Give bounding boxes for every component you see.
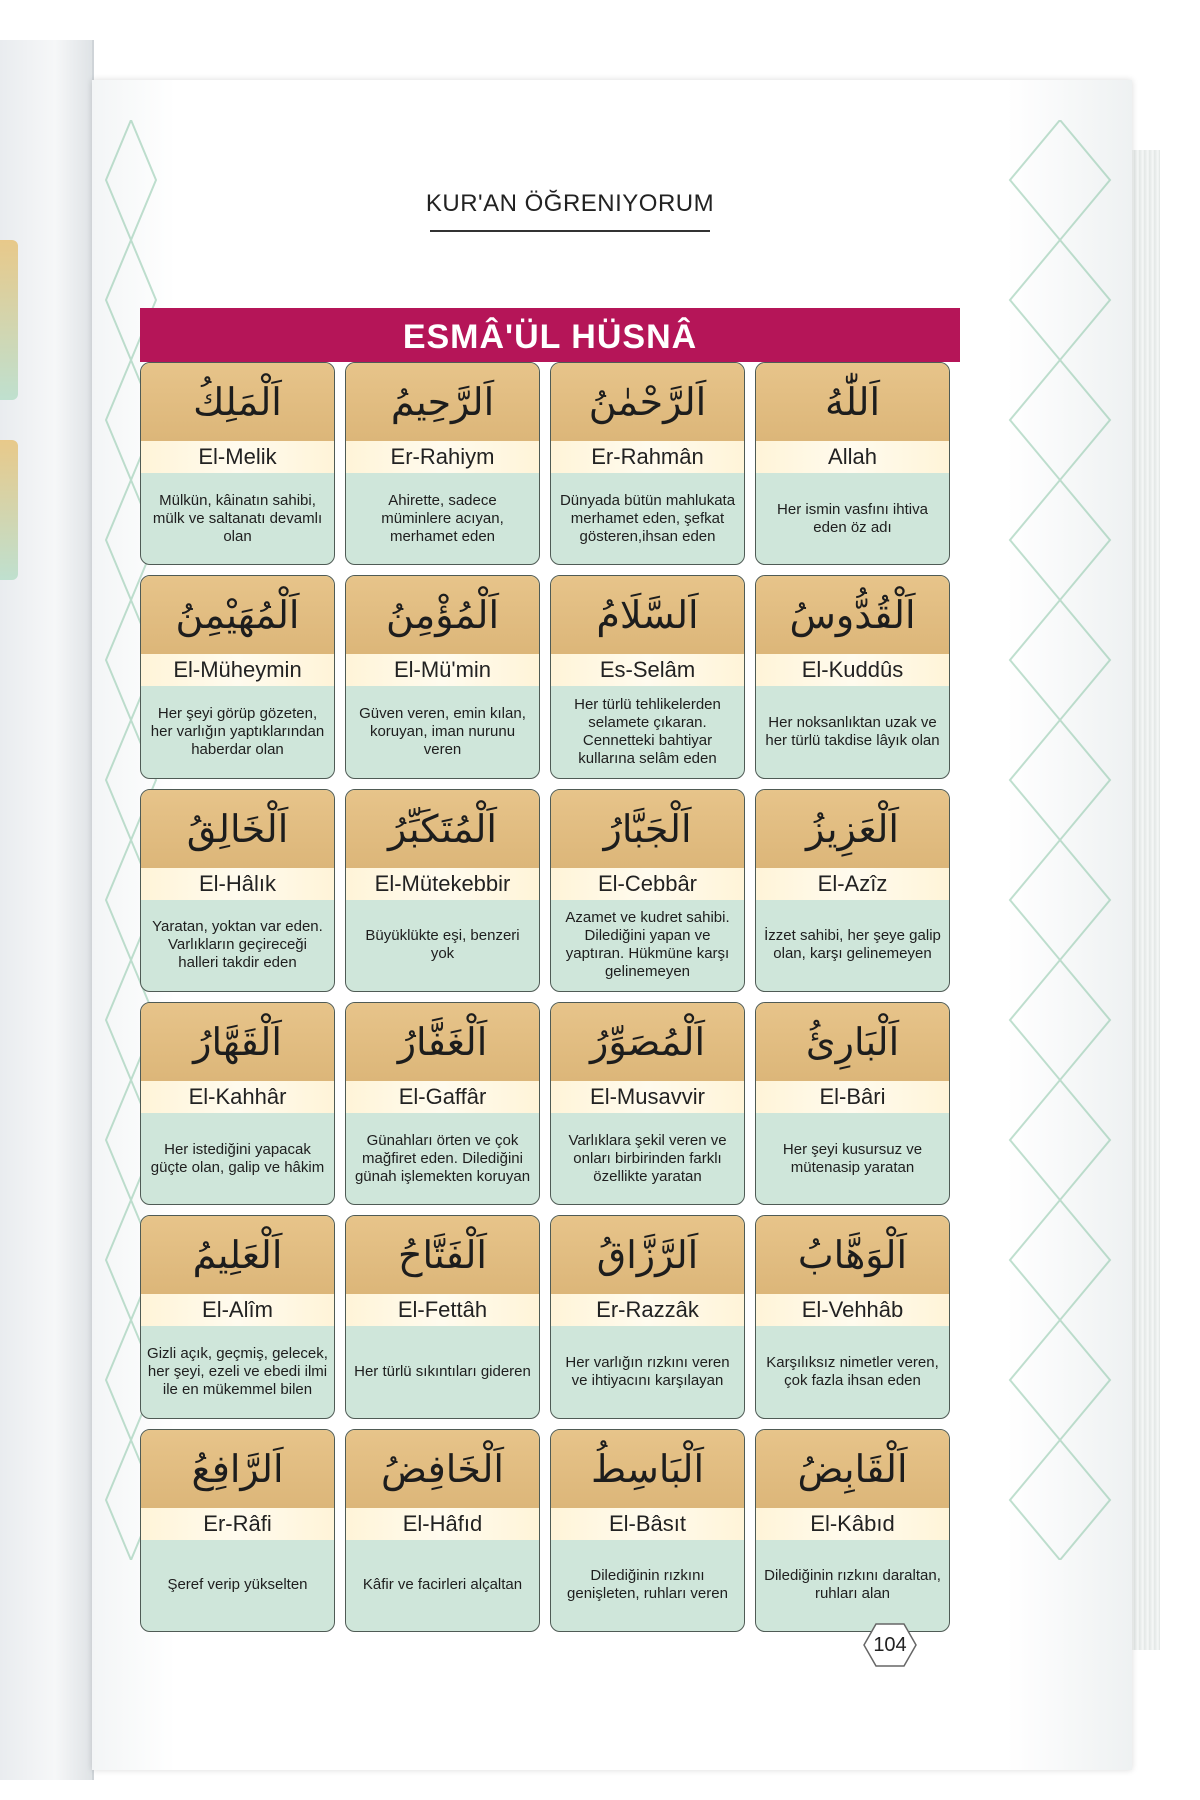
transliterated-name: El-Azîz	[756, 868, 949, 900]
transliterated-name: El-Mü'min	[346, 654, 539, 686]
arabic-name: اَلْخَافِضُ	[381, 1446, 504, 1491]
transliterated-name: El-Müheymin	[141, 654, 334, 686]
transliterated-name: Es-Selâm	[551, 654, 744, 686]
transliterated-name: El-Cebbâr	[551, 868, 744, 900]
name-card	[140, 362, 335, 565]
name-description: Azamet ve kudret sahibi. Dilediğini yapan ve yaptıran. Hükmüne karşı gelinemeyen	[565, 909, 730, 981]
name-card	[345, 575, 540, 778]
arabic-name: اَلْقَابِضُ	[797, 1446, 908, 1491]
name-description: Kâfir ve facirleri alçaltan	[362, 1576, 523, 1594]
arabic-name: اَلْقَهَّارُ	[193, 1019, 282, 1064]
name-card	[140, 575, 335, 778]
arabic-name: اَلْبَاسِطُ	[590, 1446, 705, 1491]
name-card	[550, 1429, 745, 1632]
name-description: Dilediğinin rızkını daraltan, ruhları alan	[764, 1567, 941, 1603]
transliterated-name: El-Fettâh	[346, 1294, 539, 1326]
card-arabic-area	[141, 576, 334, 654]
name-description: Karşılıksız nimetler veren, çok fazla ihsan eden	[766, 1353, 939, 1389]
card-arabic-area	[551, 1003, 744, 1081]
card-arabic-area	[551, 576, 744, 654]
arabic-name: اَلْوَهَّابُ	[797, 1233, 908, 1278]
card-arabic-area	[551, 1216, 744, 1294]
name-card	[755, 575, 950, 778]
transliterated-name: El-Hâlık	[141, 868, 334, 900]
page-number: 104	[873, 1634, 907, 1656]
name-description: İzzet sahibi, her şeye galip olan, karşı gelinemeyen	[764, 927, 941, 963]
card-arabic-area	[141, 363, 334, 441]
name-card	[755, 1429, 950, 1632]
card-arabic-area	[346, 576, 539, 654]
left-page-tab	[0, 240, 18, 400]
name-description: Ahirette, sadece müminlere acıyan, merhamet eden	[381, 491, 504, 545]
name-card	[345, 362, 540, 565]
name-card	[755, 362, 950, 565]
name-card	[345, 1002, 540, 1205]
transliterated-name: El-Alîm	[141, 1294, 334, 1326]
card-arabic-area	[756, 1430, 949, 1508]
right-ornament	[1000, 120, 1120, 1560]
card-arabic-area	[346, 1216, 539, 1294]
card-arabic-area	[756, 1216, 949, 1294]
transliterated-name: El-Kâbıd	[756, 1508, 949, 1540]
name-description: Büyüklükte eşi, benzeri yok	[365, 927, 520, 963]
transliterated-name: El-Hâfıd	[346, 1508, 539, 1540]
name-card	[755, 1215, 950, 1418]
card-arabic-area	[346, 1430, 539, 1508]
transliterated-name: El-Kuddûs	[756, 654, 949, 686]
card-arabic-area	[346, 363, 539, 441]
transliterated-name: El-Mütekebbir	[346, 868, 539, 900]
transliterated-name: Er-Razzâk	[551, 1294, 744, 1326]
arabic-name: اَلْمُؤْمِنُ	[385, 593, 500, 638]
name-description: Dilediğinin rızkını genişleten, ruhları veren	[567, 1567, 728, 1603]
arabic-name: اَلْمُتَكَبِّرُ	[388, 806, 497, 851]
card-arabic-area	[141, 1003, 334, 1081]
name-card	[345, 1215, 540, 1418]
card-arabic-area	[756, 363, 949, 441]
transliterated-name: Er-Râfi	[141, 1508, 334, 1540]
arabic-name: اَلرَّحْمٰنُ	[588, 380, 707, 424]
name-description: Güven veren, emin kılan, koruyan, iman nurunu veren	[359, 704, 526, 758]
transliterated-name: El-Bâsıt	[551, 1508, 744, 1540]
header-underline	[430, 230, 710, 232]
name-description: Her türlü tehlikelerden selamete çıkaran. Cennetteki bahtiyar kullarına selâm eden	[574, 695, 721, 767]
left-page-tab	[0, 440, 18, 580]
name-card	[550, 789, 745, 992]
name-description: Gizli açık, geçmiş, gelecek, her şeyi, ezeli ve ebedi ilmi ile en mükemmel bilen	[147, 1344, 328, 1398]
card-arabic-area	[141, 1430, 334, 1508]
arabic-name: اَلْمَلِكُ	[193, 380, 282, 424]
transliterated-name: Er-Rahiym	[346, 441, 539, 473]
name-card	[550, 1215, 745, 1418]
name-card	[140, 789, 335, 992]
name-card	[755, 789, 950, 992]
banner-title: ESMÂ'ÜL HÜSNÂ	[140, 308, 960, 362]
name-card	[550, 575, 745, 778]
name-description: Her varlığın rızkını veren ve ihtiyacını karşılayan	[565, 1353, 730, 1389]
left-page	[0, 40, 94, 1780]
card-arabic-area	[551, 363, 744, 441]
name-description: Her istediğini yapacak güçte olan, galip ve hâkim	[150, 1140, 325, 1176]
arabic-name: اَلْفَتَّاحُ	[398, 1233, 487, 1278]
transliterated-name: El-Vehhâb	[756, 1294, 949, 1326]
card-arabic-area	[346, 790, 539, 868]
names-grid	[140, 362, 950, 1632]
card-arabic-area	[141, 1216, 334, 1294]
arabic-name: اَللّٰهُ	[824, 380, 881, 424]
card-arabic-area	[551, 1430, 744, 1508]
transliterated-name: El-Musavvir	[551, 1081, 744, 1113]
arabic-name: اَلْغَفَّارُ	[397, 1019, 488, 1064]
name-card	[550, 1002, 745, 1205]
name-description: Dünyada bütün mahlukata merhamet eden, şefkat gösteren,ihsan eden	[559, 491, 736, 545]
name-card	[755, 1002, 950, 1205]
arabic-name: اَلْقُدُّوسُ	[789, 593, 916, 638]
name-description: Günahları örten ve çok mağfiret eden. Dilediğini günah işlemekten koruyan	[354, 1131, 531, 1185]
header-title: KUR'AN ÖĞRENIYORUM	[425, 190, 715, 217]
name-description: Her ismin vasfını ihtiva eden öz adı	[777, 500, 928, 536]
name-description: Mülkün, kâinatın sahibi, mülk ve saltanatı devamlı olan	[152, 491, 323, 545]
transliterated-name: El-Melik	[141, 441, 334, 473]
name-card	[345, 789, 540, 992]
name-card	[140, 1429, 335, 1632]
transliterated-name: Allah	[756, 441, 949, 473]
name-description: Şeref verip yükselten	[167, 1576, 308, 1594]
arabic-name: اَلْخَالِقُ	[186, 806, 289, 851]
card-arabic-area	[141, 790, 334, 868]
arabic-name: اَلرَّافِعُ	[191, 1446, 284, 1491]
arabic-name: اَلْبَارِئُ	[805, 1019, 900, 1064]
arabic-name: اَلْجَبَّارُ	[603, 806, 692, 851]
transliterated-name: El-Gaffâr	[346, 1081, 539, 1113]
name-card	[345, 1429, 540, 1632]
name-description: Her şeyi kusursuz ve mütenasip yaratan	[782, 1140, 923, 1176]
name-card	[140, 1002, 335, 1205]
arabic-name: اَلْعَزِيزُ	[806, 806, 899, 851]
transliterated-name: El-Kahhâr	[141, 1081, 334, 1113]
arabic-name: اَلْعَلِيمُ	[192, 1233, 283, 1278]
arabic-name: اَلرَّحِيمُ	[390, 380, 495, 424]
name-description: Her noksanlıktan uzak ve her türlü takdise lâyık olan	[765, 713, 940, 749]
card-arabic-area	[756, 1003, 949, 1081]
transliterated-name: Er-Rahmân	[551, 441, 744, 473]
arabic-name: اَلْمُهَيْمِنُ	[175, 593, 300, 638]
card-arabic-area	[756, 790, 949, 868]
arabic-name: اَلسَّلَامُ	[596, 593, 699, 638]
arabic-name: اَلْمُصَوِّرُ	[589, 1019, 706, 1064]
name-card	[140, 1215, 335, 1418]
card-arabic-area	[551, 790, 744, 868]
name-card	[550, 362, 745, 565]
name-description: Her şeyi görüp gözeten, her varlığın yaptıklarından haberdar olan	[150, 704, 325, 758]
transliterated-name: El-Bâri	[756, 1081, 949, 1113]
name-description: Her türlü sıkıntıları gideren	[354, 1362, 531, 1380]
name-description: Yaratan, yoktan var eden. Varlıkların geçireceği halleri takdir eden	[152, 918, 323, 972]
name-description: Varlıklara şekil veren ve onları birbirinden farklı özellikte yaratan	[568, 1131, 727, 1185]
card-arabic-area	[346, 1003, 539, 1081]
card-arabic-area	[756, 576, 949, 654]
arabic-name: اَلرَّزَّاقُ	[596, 1233, 699, 1278]
